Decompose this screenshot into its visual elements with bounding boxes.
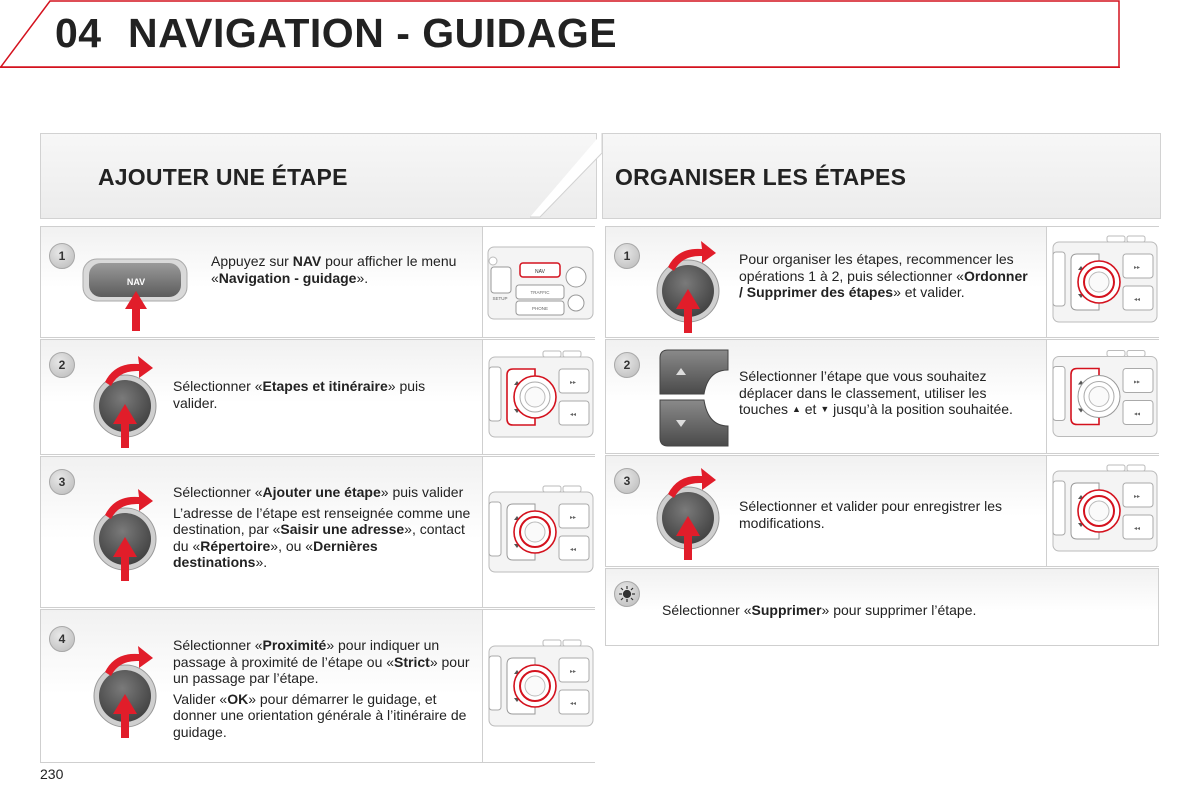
step-description [173,378,473,415]
step-number-badge: 1 [49,243,75,269]
step-number-badge: 2 [49,352,75,378]
paragraph: Valider «OK» pour démarrer le guidage, et donner une orientation générale à l’itinéraire de guidage. [173,690,467,740]
step-number-badge: 2 [614,352,640,378]
paragraph: Pour organiser les étapes, recommencer les opérations 1 à 2, puis sélectionner «Ordonner / Supprimer des étapes» et valider. [739,251,1028,300]
nav-button-label: NAV [126,277,146,287]
svg-text:◂◂: ◂◂ [1133,411,1141,418]
step-description [739,498,1039,535]
up-down-keys-icon [656,348,736,448]
step-panel-right-3 [605,455,1159,567]
svg-text:◂◂: ◂◂ [569,547,577,553]
rotary-knob-icon [652,460,732,564]
paragraph: L’adresse de l’étape est renseignée comme une destination, par «Saisir une adresse», contact du «Répertoire», ou «Dernières destinations». [173,504,471,570]
rotary-knob-icon [89,481,169,585]
paragraph: Sélectionner «Etapes et itinéraire» puis valider. [173,378,426,411]
bold-term: Dernières destinations [173,537,378,570]
chapter-title: NAVIGATION - GUIDAGE [128,10,618,56]
thumb-setup-label: SETUP [492,296,508,301]
svg-text:◂◂: ◂◂ [569,701,577,707]
step-panel-left-3 [40,456,595,608]
step-panel-right-2 [605,339,1159,454]
thumb-nav-label: NAV [535,269,545,275]
bold-term: Etapes et itinéraire [262,378,388,394]
svg-text:◂◂: ◂◂ [1133,526,1141,532]
svg-text:◂◂: ◂◂ [569,412,577,418]
dashboard-thumbnail [1046,456,1160,566]
dashboard-thumbnail [482,610,596,762]
bold-term: Saisir une adresse [280,521,405,537]
paragraph: Sélectionner «Ajouter une étape» puis valider [173,484,464,500]
thumb-traffic-label: TRAFFIC [530,290,550,295]
dashboard-thumbnail [482,457,596,607]
paragraph: Sélectionner «Proximité» pour indiquer un passage à proximité de l’étape ou «Strict» pour un passage par l’étape. [173,637,470,686]
dashboard-thumbnail [482,227,596,337]
thumb-phone-label: PHONE [531,306,549,311]
step-description [211,253,471,290]
svg-text:▸▸: ▸▸ [569,669,577,675]
step-description [739,368,1039,422]
svg-text:▸▸: ▸▸ [569,380,577,386]
rotary-knob-icon [652,233,732,337]
section-title: AJOUTER UNE ÉTAPE [98,164,348,190]
paragraph: Sélectionner «Supprimer» pour supprimer l’étape. [662,602,977,618]
step-number-badge: 4 [49,626,75,652]
dashboard-thumbnail [482,340,596,454]
paragraph: Sélectionner l’étape que vous souhaitez déplacer dans le classement, utiliser les touches ▲ et ▼ jusqu’à la position souhaitée. [739,368,1013,417]
rotary-knob-icon [89,638,169,742]
step-description [739,251,1029,305]
chapter-header [0,0,1120,68]
step-panel-left-4 [40,609,595,763]
bold-term: Strict [394,653,430,670]
bold-term: Proximité [262,637,327,653]
svg-text:◂◂: ◂◂ [1133,297,1141,303]
down-arrow-key-icon: ▼ [820,404,830,414]
dashboard-thumbnail [1046,227,1160,337]
svg-text:▸▸: ▸▸ [1133,494,1141,500]
section-header-organise-stages [602,133,1161,219]
section-title: ORGANISER LES ÉTAPES [615,164,907,190]
page-number: 230 [40,766,64,782]
bold-term: Ajouter une étape [262,484,381,500]
step-description [173,637,473,744]
dashboard-thumbnail [1046,340,1160,453]
chapter-number: 04 [55,10,102,56]
rotary-knob-icon [89,348,169,452]
step-panel-right-1 [605,226,1159,338]
bold-term: Répertoire [200,537,271,554]
bold-term: Navigation - guidage [218,269,357,286]
bold-term: Supprimer [751,602,822,618]
up-arrow-key-icon: ▲ [791,404,801,414]
lightbulb-tip-icon [614,581,640,607]
paragraph: Appuyez sur NAV pour afficher le menu «Navigation - guidage». [211,253,457,286]
svg-text:▸▸: ▸▸ [1133,379,1141,386]
step-number-badge: 3 [49,469,75,495]
section-header-add-stage [40,133,597,219]
tip-panel [605,568,1159,646]
paragraph: Sélectionner et valider pour enregistrer les modifications. [739,498,1003,531]
step-panel-left-2 [40,339,595,455]
step-panel-left-1 [40,226,595,338]
step-number-badge: 1 [614,243,640,269]
step-description [173,484,473,575]
svg-text:▸▸: ▸▸ [569,515,577,521]
bold-term: OK [227,690,249,707]
svg-text:▸▸: ▸▸ [1133,265,1141,271]
section-divider-shape [530,133,610,219]
bold-term: Ordonner / Supprimer des étapes [739,267,1028,300]
step-number-badge: 3 [614,468,640,494]
nav-button-illustration [81,253,191,333]
tip-text [662,602,1132,623]
bold-term: NAV [292,253,322,269]
